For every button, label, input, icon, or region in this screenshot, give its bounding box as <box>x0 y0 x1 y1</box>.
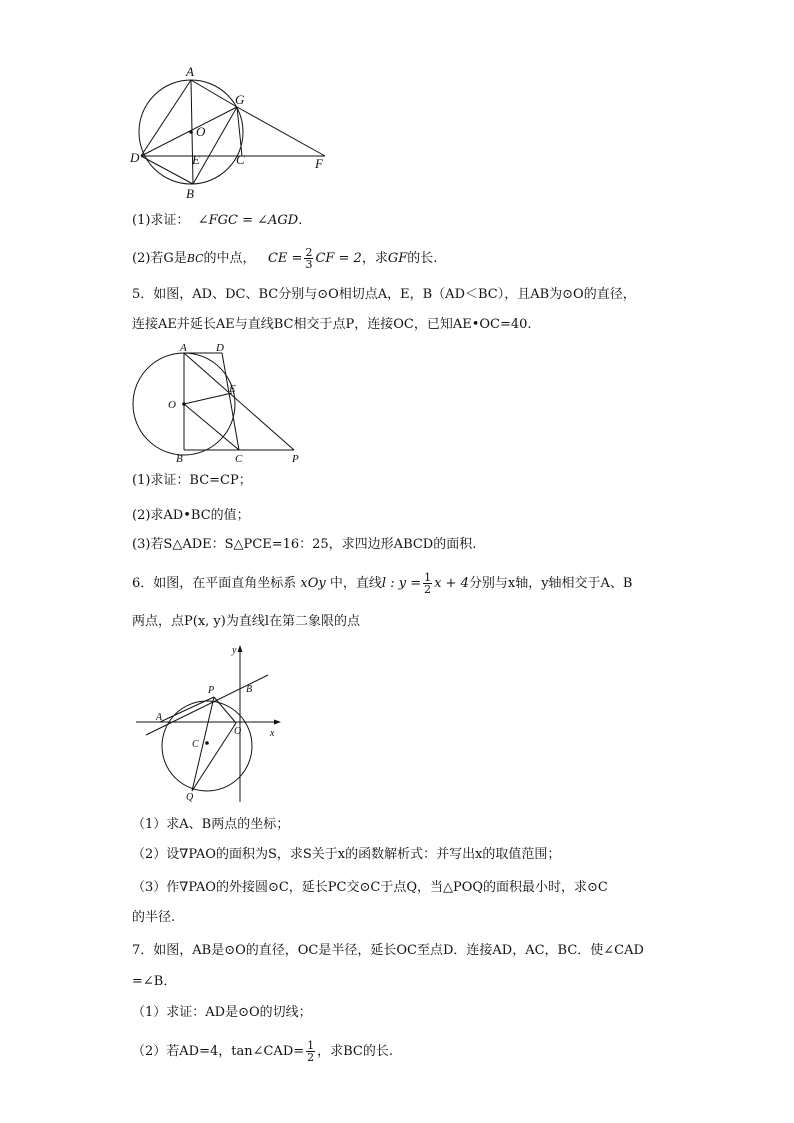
label-e: E <box>229 383 236 395</box>
q6-part2: （2）设∇PAO的面积为S，求S关于x的函数解析式：并写出x的取值范围； <box>132 847 561 862</box>
label-a: A <box>156 712 163 723</box>
q7-line1: 7．如图，AB是⊙O的直径，OC是半径，延长OC至点D．连接AD，AC，BC．使∠CAD <box>132 943 644 958</box>
label-g: G <box>235 92 245 107</box>
q6-line1: 6．如图，在平面直角坐标系 xOy 中，直线l : y = $\frac{1}{2}$ x + 4分别与x轴，y轴相交于A、B <box>132 571 633 596</box>
label-x: x <box>270 728 275 739</box>
label-o: O <box>168 399 176 411</box>
label-c: C <box>235 453 243 465</box>
label-f: F <box>315 156 323 171</box>
q6-part3a: （3）作∇PAO的外接圆⊙C，延长PC交⊙C于点Q，当△POQ的面积最小时，求⊙C <box>132 880 608 895</box>
q7-line2: =∠B． <box>132 974 177 989</box>
label-c: C <box>192 739 199 750</box>
q7-part2: （2）若AD=4，tan∠CAD= $\frac{1}{2}$ ，求BC的长. <box>132 1039 394 1064</box>
figure-circle-agd <box>128 62 338 202</box>
label-p: P <box>208 685 215 696</box>
label-a: A <box>186 64 194 79</box>
fraction-1-2: $\frac{1}{2}$ <box>307 1039 315 1064</box>
label-b: B <box>176 453 183 465</box>
q6-line2: 两点，点P(x, y)为直线l在第二象限的点 <box>132 614 360 629</box>
q6-part1: （1）求A、B两点的坐标； <box>132 817 290 832</box>
q5-line2: 连接AE并延长AE与直线BC相交于点P，连接OC，已知AE•OC=40. <box>132 317 532 332</box>
label-d: D <box>130 150 140 165</box>
q4-part1: (1)求证： ∠FGC = ∠AGD. <box>132 213 303 228</box>
figure-coordinate-circle <box>128 640 288 810</box>
fraction-1-2: $\frac{1}{2}$ <box>424 571 432 596</box>
label-q: Q <box>186 792 194 803</box>
fraction-2-3: $\frac{2}{3}$ <box>305 246 313 271</box>
label-y: y <box>232 645 237 656</box>
label-b: B <box>246 684 253 695</box>
label-c: C <box>236 152 245 167</box>
q6-part3b: 的半径. <box>132 910 176 925</box>
label-o: O <box>234 726 242 737</box>
q4-part2: (2)若G是BC的中点， CE = $\frac{2}{3}$ CF = 2，求GF的长. <box>132 246 438 271</box>
label-b: B <box>186 186 194 201</box>
label-p: P <box>292 453 299 465</box>
q7-part1: （1）求证：AD是⊙O的切线； <box>132 1005 312 1020</box>
label-a: A <box>180 342 187 354</box>
label-o: O <box>196 124 206 139</box>
q5-part2: (2)求AD•BC的值； <box>132 508 250 523</box>
q5-part3: (3)若S△ADE：S△PCE=16：25，求四边形ABCD的面积. <box>132 537 477 552</box>
q5-line1: 5．如图，AD、DC、BC分别与⊙O相切点A，E，B（AD＜BC），且AB为⊙O的直径， <box>132 287 636 302</box>
label-e: E <box>192 152 200 167</box>
label-d: D <box>216 342 224 354</box>
figure-tangent-circle <box>128 340 308 466</box>
q5-part1: (1)求证：BC=CP； <box>132 473 252 488</box>
